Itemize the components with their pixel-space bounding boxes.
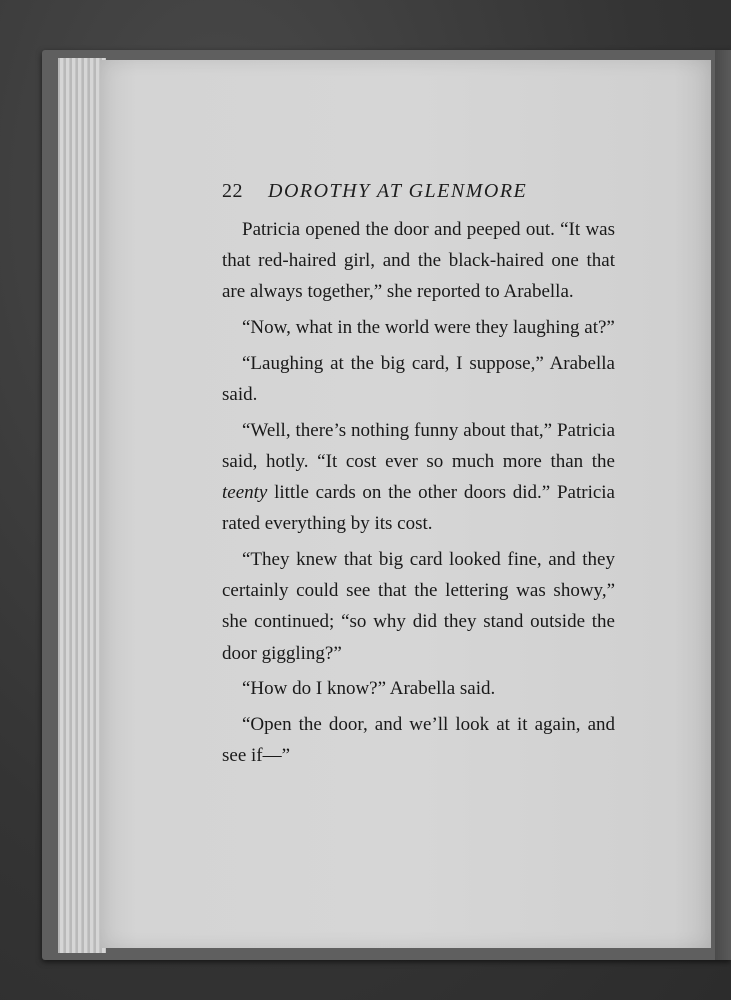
paragraph-7: “Open the door, and we’ll look at it again, and see if—” xyxy=(222,714,615,767)
paragraph-5: “They knew that big card looked fine, and they certainly could see that the lettering was showy,” she continued; “so why did they stand outside the door giggling?” xyxy=(222,549,615,664)
book-cover-right-edge xyxy=(715,50,731,960)
body-text xyxy=(222,214,615,776)
page-header xyxy=(222,180,622,206)
paragraph-4-emphasis: teenty xyxy=(222,482,268,504)
paragraph-3: “Laughing at the big card, I suppose,” Arabella said. xyxy=(222,352,615,406)
paragraph-1: Patricia opened the door and peeped out. “It was that red-haired girl, and the black-haired one that are always together,” she reported to Arabella. xyxy=(222,219,615,303)
page-number: 22 xyxy=(222,180,243,202)
paragraph-4 xyxy=(222,415,615,540)
page-stack-edges xyxy=(58,58,106,953)
paragraph-2: “Now, what in the world were they laughing at?” xyxy=(242,317,615,339)
paragraph-6: “How do I know?” Arabella said. xyxy=(242,678,496,700)
paragraph-4-after: little cards on the other doors did.” Patricia rated everything by its cost. xyxy=(222,482,615,535)
paragraph-4-before: “Well, there’s nothing funny about that,” Patricia said, hotly. “It cost ever so much more than the xyxy=(222,419,615,472)
running-title: DOROTHY AT GLENMORE xyxy=(268,180,528,202)
